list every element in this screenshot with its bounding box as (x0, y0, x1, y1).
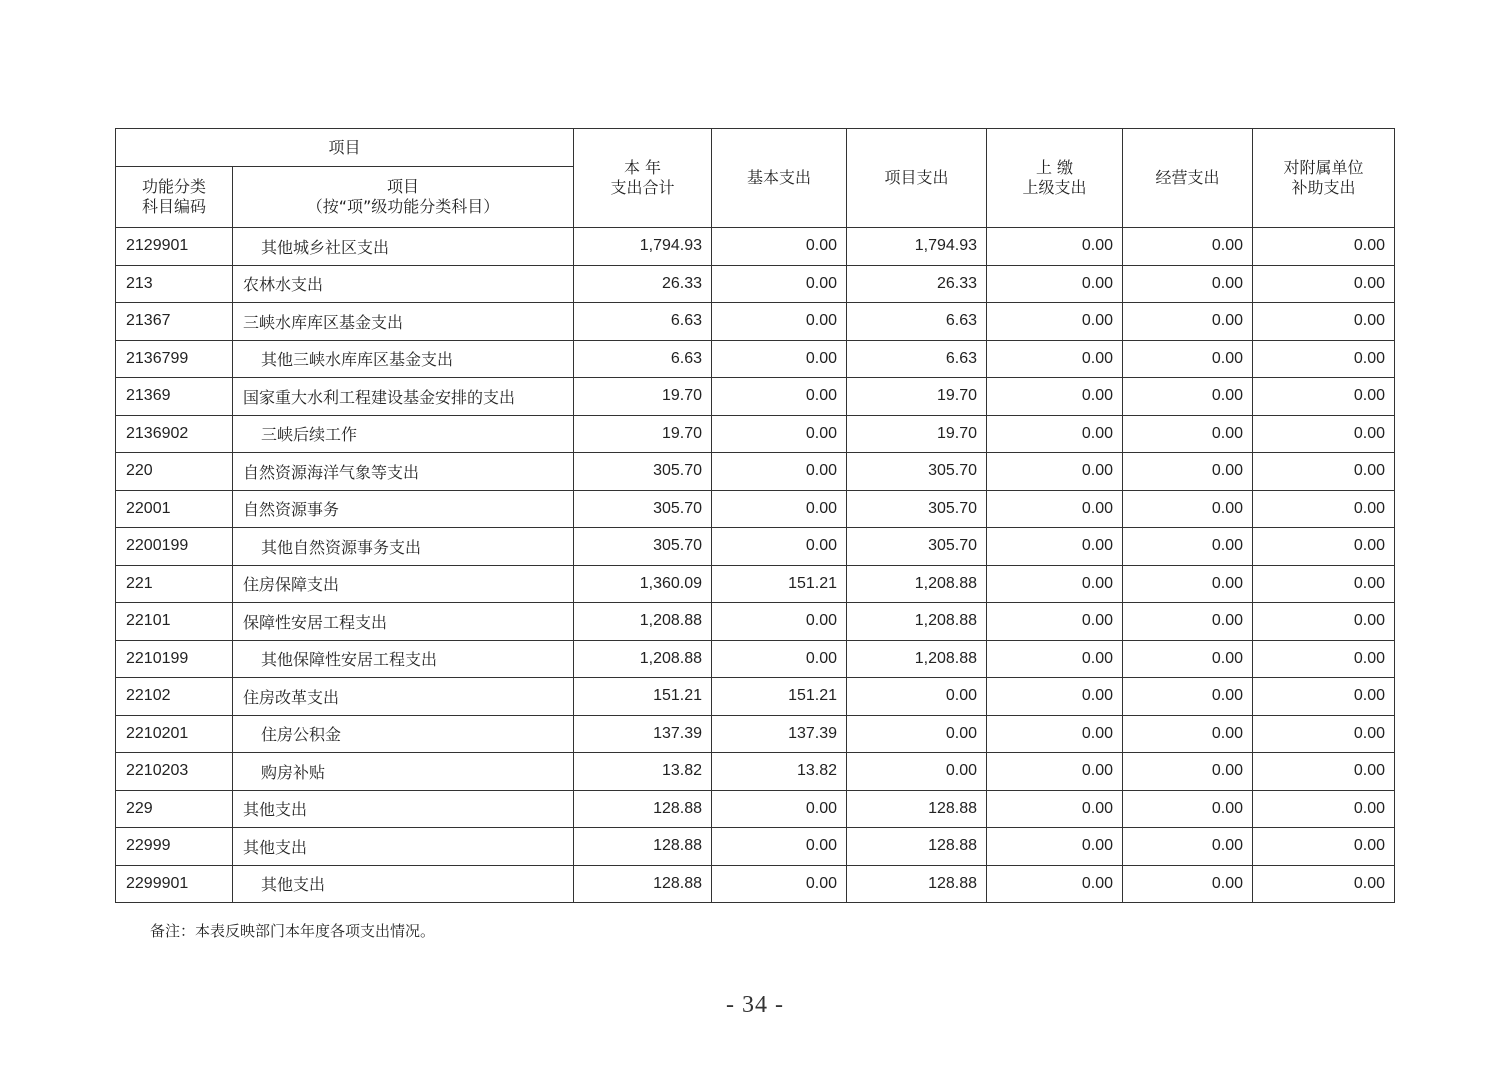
cell-remit: 0.00 (987, 415, 1123, 453)
cell-basic: 137.39 (712, 715, 847, 753)
cell-project: 0.00 (847, 678, 987, 716)
header-item-group: 项目 (116, 129, 574, 167)
cell-subsidy: 0.00 (1253, 303, 1395, 341)
cell-code: 229 (116, 790, 233, 828)
cell-name: 自然资源事务 (233, 490, 574, 528)
cell-basic: 13.82 (712, 753, 847, 791)
header-remit: 上 缴 上级支出 (987, 129, 1123, 228)
cell-project: 128.88 (847, 790, 987, 828)
cell-project: 1,208.88 (847, 603, 987, 641)
cell-operating: 0.00 (1123, 753, 1253, 791)
cell-operating: 0.00 (1123, 378, 1253, 416)
cell-project: 0.00 (847, 753, 987, 791)
cell-total: 305.70 (574, 528, 712, 566)
cell-operating: 0.00 (1123, 340, 1253, 378)
cell-subsidy: 0.00 (1253, 228, 1395, 266)
cell-remit: 0.00 (987, 715, 1123, 753)
cell-basic: 0.00 (712, 790, 847, 828)
cell-operating: 0.00 (1123, 865, 1253, 903)
cell-subsidy: 0.00 (1253, 715, 1395, 753)
cell-project: 0.00 (847, 715, 987, 753)
cell-name: 三峡水库库区基金支出 (233, 303, 574, 341)
cell-code: 2210199 (116, 640, 233, 678)
table-row (116, 715, 1395, 753)
cell-operating: 0.00 (1123, 790, 1253, 828)
cell-total: 128.88 (574, 865, 712, 903)
cell-code: 22101 (116, 603, 233, 641)
cell-name: 其他支出 (233, 790, 574, 828)
cell-subsidy: 0.00 (1253, 678, 1395, 716)
table-row (116, 828, 1395, 866)
cell-name: 住房保障支出 (233, 565, 574, 603)
cell-operating: 0.00 (1123, 678, 1253, 716)
header-total: 本 年 支出合计 (574, 129, 712, 228)
table-row (116, 865, 1395, 903)
cell-subsidy: 0.00 (1253, 378, 1395, 416)
cell-project: 305.70 (847, 490, 987, 528)
cell-operating: 0.00 (1123, 828, 1253, 866)
cell-subsidy: 0.00 (1253, 865, 1395, 903)
table-row (116, 378, 1395, 416)
cell-code: 213 (116, 265, 233, 303)
cell-remit: 0.00 (987, 340, 1123, 378)
cell-operating: 0.00 (1123, 603, 1253, 641)
cell-operating: 0.00 (1123, 490, 1253, 528)
table-header (116, 129, 1395, 228)
cell-remit: 0.00 (987, 603, 1123, 641)
cell-remit: 0.00 (987, 228, 1123, 266)
cell-code: 22001 (116, 490, 233, 528)
table-row (116, 490, 1395, 528)
cell-total: 151.21 (574, 678, 712, 716)
cell-subsidy: 0.00 (1253, 415, 1395, 453)
cell-subsidy: 0.00 (1253, 828, 1395, 866)
cell-basic: 0.00 (712, 415, 847, 453)
cell-total: 128.88 (574, 828, 712, 866)
cell-name: 其他城乡社区支出 (233, 228, 574, 266)
cell-remit: 0.00 (987, 790, 1123, 828)
cell-code: 21367 (116, 303, 233, 341)
header-basic: 基本支出 (712, 129, 847, 228)
cell-name: 其他保障性安居工程支出 (233, 640, 574, 678)
cell-project: 19.70 (847, 415, 987, 453)
cell-code: 22102 (116, 678, 233, 716)
table-row (116, 228, 1395, 266)
cell-remit: 0.00 (987, 453, 1123, 491)
cell-code: 2299901 (116, 865, 233, 903)
table-row (116, 603, 1395, 641)
cell-remit: 0.00 (987, 678, 1123, 716)
cell-code: 221 (116, 565, 233, 603)
cell-basic: 0.00 (712, 340, 847, 378)
cell-code: 2210201 (116, 715, 233, 753)
cell-project: 1,208.88 (847, 640, 987, 678)
cell-subsidy: 0.00 (1253, 603, 1395, 641)
cell-name: 住房改革支出 (233, 678, 574, 716)
cell-operating: 0.00 (1123, 303, 1253, 341)
cell-remit: 0.00 (987, 865, 1123, 903)
cell-name: 三峡后续工作 (233, 415, 574, 453)
cell-remit: 0.00 (987, 753, 1123, 791)
cell-total: 6.63 (574, 303, 712, 341)
cell-basic: 0.00 (712, 528, 847, 566)
page-number: - 34 - (726, 992, 784, 1018)
table-row (116, 640, 1395, 678)
cell-operating: 0.00 (1123, 228, 1253, 266)
cell-basic: 0.00 (712, 828, 847, 866)
table-row (116, 528, 1395, 566)
cell-project: 6.63 (847, 303, 987, 341)
cell-name: 其他支出 (233, 828, 574, 866)
cell-name: 自然资源海洋气象等支出 (233, 453, 574, 491)
cell-basic: 151.21 (712, 678, 847, 716)
table-row (116, 415, 1395, 453)
header-item: 项目 （按“项”级功能分类科目） (233, 167, 574, 228)
cell-remit: 0.00 (987, 303, 1123, 341)
cell-name: 农林水支出 (233, 265, 574, 303)
table-row (116, 265, 1395, 303)
cell-project: 1,794.93 (847, 228, 987, 266)
cell-basic: 0.00 (712, 640, 847, 678)
cell-remit: 0.00 (987, 528, 1123, 566)
table-row (116, 790, 1395, 828)
cell-basic: 0.00 (712, 378, 847, 416)
cell-code: 2136799 (116, 340, 233, 378)
table-body (116, 228, 1395, 903)
cell-remit: 0.00 (987, 640, 1123, 678)
cell-subsidy: 0.00 (1253, 753, 1395, 791)
cell-remit: 0.00 (987, 565, 1123, 603)
cell-total: 128.88 (574, 790, 712, 828)
table-row (116, 678, 1395, 716)
cell-total: 13.82 (574, 753, 712, 791)
table-row (116, 340, 1395, 378)
cell-name: 购房补贴 (233, 753, 574, 791)
cell-name: 住房公积金 (233, 715, 574, 753)
cell-operating: 0.00 (1123, 715, 1253, 753)
cell-code: 21369 (116, 378, 233, 416)
cell-basic: 0.00 (712, 603, 847, 641)
cell-remit: 0.00 (987, 265, 1123, 303)
cell-total: 19.70 (574, 415, 712, 453)
cell-total: 1,208.88 (574, 640, 712, 678)
cell-subsidy: 0.00 (1253, 340, 1395, 378)
cell-subsidy: 0.00 (1253, 640, 1395, 678)
cell-project: 305.70 (847, 453, 987, 491)
cell-project: 305.70 (847, 528, 987, 566)
header-subsidy: 对附属单位 补助支出 (1253, 129, 1395, 228)
cell-subsidy: 0.00 (1253, 453, 1395, 491)
cell-total: 6.63 (574, 340, 712, 378)
expenditure-table (115, 128, 1395, 903)
cell-total: 1,208.88 (574, 603, 712, 641)
cell-subsidy: 0.00 (1253, 490, 1395, 528)
cell-code: 220 (116, 453, 233, 491)
cell-basic: 0.00 (712, 490, 847, 528)
cell-total: 305.70 (574, 453, 712, 491)
cell-subsidy: 0.00 (1253, 528, 1395, 566)
cell-total: 137.39 (574, 715, 712, 753)
cell-operating: 0.00 (1123, 453, 1253, 491)
cell-remit: 0.00 (987, 490, 1123, 528)
cell-basic: 0.00 (712, 453, 847, 491)
cell-total: 1,794.93 (574, 228, 712, 266)
cell-operating: 0.00 (1123, 415, 1253, 453)
cell-operating: 0.00 (1123, 528, 1253, 566)
cell-total: 26.33 (574, 265, 712, 303)
cell-remit: 0.00 (987, 828, 1123, 866)
cell-project: 128.88 (847, 865, 987, 903)
cell-code: 2136902 (116, 415, 233, 453)
table-note: 备注：本表反映部门本年度各项支出情况。 (150, 922, 436, 940)
cell-code: 2210203 (116, 753, 233, 791)
cell-name: 保障性安居工程支出 (233, 603, 574, 641)
cell-project: 1,208.88 (847, 565, 987, 603)
cell-total: 305.70 (574, 490, 712, 528)
cell-basic: 151.21 (712, 565, 847, 603)
cell-subsidy: 0.00 (1253, 565, 1395, 603)
cell-project: 19.70 (847, 378, 987, 416)
cell-project: 6.63 (847, 340, 987, 378)
cell-code: 22999 (116, 828, 233, 866)
cell-basic: 0.00 (712, 865, 847, 903)
cell-operating: 0.00 (1123, 565, 1253, 603)
cell-basic: 0.00 (712, 265, 847, 303)
cell-name: 其他支出 (233, 865, 574, 903)
cell-operating: 0.00 (1123, 265, 1253, 303)
cell-name: 国家重大水利工程建设基金安排的支出 (233, 378, 574, 416)
cell-subsidy: 0.00 (1253, 265, 1395, 303)
cell-project: 26.33 (847, 265, 987, 303)
cell-code: 2129901 (116, 228, 233, 266)
cell-subsidy: 0.00 (1253, 790, 1395, 828)
table-row (116, 753, 1395, 791)
cell-code: 2200199 (116, 528, 233, 566)
cell-name: 其他三峡水库库区基金支出 (233, 340, 574, 378)
table-row (116, 303, 1395, 341)
cell-name: 其他自然资源事务支出 (233, 528, 574, 566)
table-row (116, 565, 1395, 603)
cell-project: 128.88 (847, 828, 987, 866)
cell-operating: 0.00 (1123, 640, 1253, 678)
cell-basic: 0.00 (712, 228, 847, 266)
cell-total: 1,360.09 (574, 565, 712, 603)
cell-remit: 0.00 (987, 378, 1123, 416)
cell-basic: 0.00 (712, 303, 847, 341)
header-operating: 经营支出 (1123, 129, 1253, 228)
table-row (116, 453, 1395, 491)
header-code: 功能分类 科目编码 (116, 167, 233, 228)
header-project: 项目支出 (847, 129, 987, 228)
cell-total: 19.70 (574, 378, 712, 416)
